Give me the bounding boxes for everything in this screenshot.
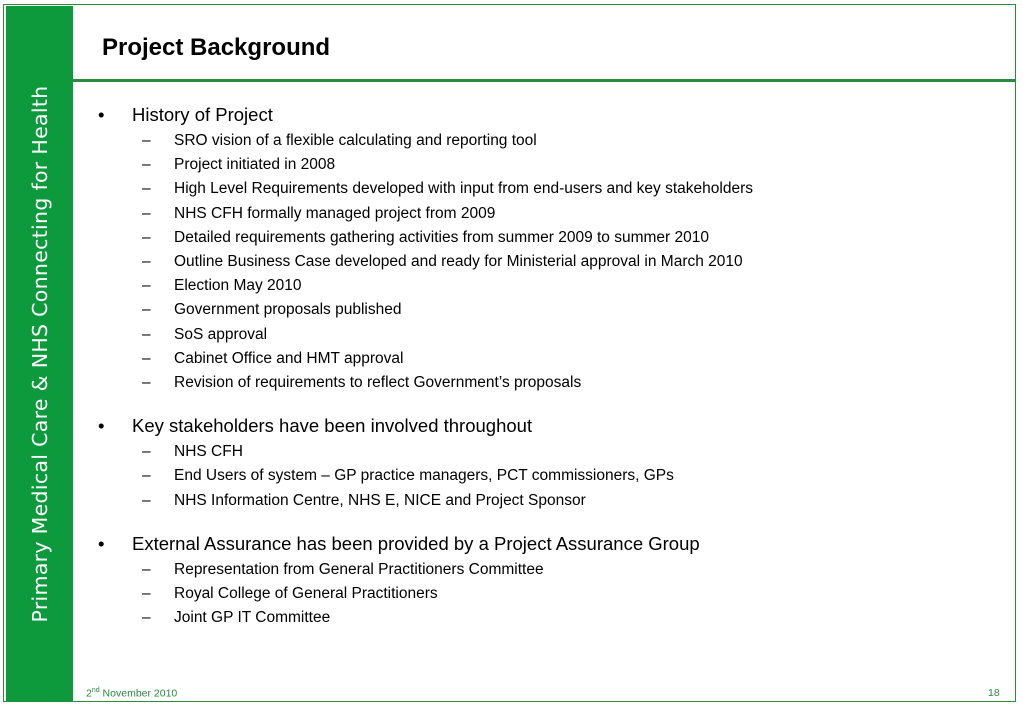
- dash-icon: –: [142, 156, 151, 174]
- dash-icon: –: [142, 349, 151, 367]
- sub-item-text: Project initiated in 2008: [174, 156, 336, 174]
- dash-icon: –: [142, 374, 151, 392]
- sub-item-text: SRO vision of a flexible calculating and reporting tool: [174, 132, 537, 149]
- bullet-item: [98, 415, 998, 437]
- bullet-text: History of Project: [132, 104, 273, 125]
- sub-item-text: Revision of requirements to reflect Government’s proposals: [174, 374, 582, 392]
- sub-item: [98, 274, 998, 298]
- sub-item: [98, 606, 998, 630]
- sub-item: [98, 347, 998, 371]
- dash-icon: –: [142, 609, 151, 627]
- dash-icon: –: [142, 253, 151, 271]
- dash-icon: –: [142, 180, 151, 198]
- dash-icon: –: [142, 204, 151, 222]
- slide-content: [98, 104, 998, 650]
- sub-item-text: NHS Information Centre, NHS E, NICE and Project Sponsor: [174, 491, 586, 509]
- sub-item: [98, 558, 998, 582]
- sub-item: [98, 177, 998, 201]
- dash-icon: –: [142, 301, 151, 319]
- sub-item-text: Detailed requirements gathering activities from summer 2009 to summer 2010: [174, 228, 709, 246]
- sub-item-text: Representation from General Practitioners Committee: [174, 560, 544, 578]
- sub-item: [98, 250, 998, 274]
- section-assurance: [98, 533, 998, 631]
- sub-item: [98, 153, 998, 177]
- dash-icon: –: [142, 132, 151, 149]
- bullet-icon: •: [98, 104, 105, 125]
- sub-item-text: NHS CFH: [174, 443, 243, 461]
- sub-item-text: High Level Requirements developed with input from end-users and key stakeholders: [174, 180, 753, 198]
- bullet-item: [98, 533, 998, 555]
- footer-date-suffix: nd: [91, 687, 100, 694]
- sub-item: [98, 202, 998, 226]
- dash-icon: –: [142, 277, 151, 295]
- sub-item-text: NHS CFH formally managed project from 2009: [174, 204, 496, 222]
- sub-item-text: End Users of system – GP practice managers, PCT commissioners, GPs: [174, 467, 674, 485]
- sub-item: [98, 226, 998, 250]
- dash-icon: –: [142, 228, 151, 246]
- section-history: [98, 104, 998, 395]
- sub-item: [98, 298, 998, 322]
- title-divider: [73, 79, 1015, 82]
- sub-list: [98, 129, 998, 395]
- dash-icon: –: [142, 443, 151, 461]
- sub-list: [98, 440, 998, 513]
- bullet-text: Key stakeholders have been involved throughout: [132, 415, 533, 437]
- section-stakeholders: [98, 415, 998, 513]
- dash-icon: –: [142, 467, 151, 485]
- sub-item: [98, 464, 998, 488]
- sub-item-text: Royal College of General Practitioners: [174, 585, 438, 603]
- slide-title: Project Background: [102, 34, 331, 61]
- sub-item-text: Cabinet Office and HMT approval: [174, 349, 404, 367]
- footer-date-day: 2: [86, 687, 92, 700]
- bullet-text: External Assurance has been provided by a Project Assurance Group: [132, 532, 700, 554]
- bullet-item: [98, 104, 998, 126]
- sub-item-text: Election May 2010: [174, 277, 302, 295]
- dash-icon: –: [142, 491, 151, 509]
- sub-item-text: Outline Business Case developed and ready for Ministerial approval in March 2010: [174, 253, 743, 271]
- sub-item: [98, 371, 998, 395]
- dash-icon: –: [142, 560, 151, 578]
- sub-item-text: Government proposals published: [174, 301, 402, 319]
- sidebar-label: Primary Medical Care & NHS Connecting for Health: [27, 85, 52, 622]
- sub-item-text: Joint GP IT Committee: [174, 609, 331, 627]
- sub-list: [98, 558, 998, 631]
- sub-item: [98, 582, 998, 606]
- bullet-icon: •: [98, 415, 105, 437]
- bullet-icon: •: [98, 532, 105, 554]
- sub-item: [98, 489, 998, 513]
- sub-item: [98, 323, 998, 347]
- sub-item: [98, 440, 998, 464]
- sub-item-text: SoS approval: [174, 325, 268, 343]
- footer-date: [86, 687, 177, 700]
- page-number: 18: [988, 687, 1000, 699]
- sidebar-banner: [6, 6, 73, 701]
- sub-item: [98, 129, 998, 153]
- footer-date-rest: November 2010: [99, 687, 178, 700]
- dash-icon: –: [142, 585, 151, 603]
- dash-icon: –: [142, 325, 151, 343]
